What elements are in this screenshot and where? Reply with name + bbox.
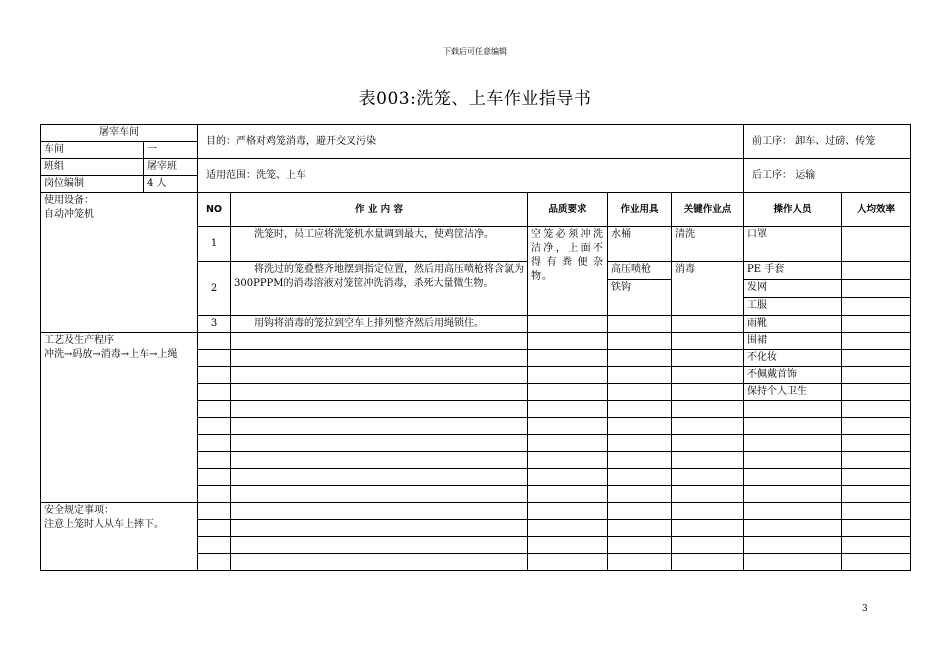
personnel-item: 雨靴 [744,316,842,333]
personnel-item: 口罩 [744,227,842,262]
tool-item: 铁钩 [608,280,672,316]
team-label: 班组 [41,159,144,176]
work-instruction-table [40,124,911,571]
personnel-item: 不佩戴首饰 [744,367,842,384]
col-tools-header: 作业用具 [608,193,672,227]
staffing-value: 4 人 [144,176,198,193]
col-no-header: NO [198,193,231,227]
step-no: 3 [198,316,231,333]
purpose-cell: 目的：严格对鸡笼消毒，避开交叉污染 [198,125,744,159]
personnel-item: 围裙 [744,333,842,350]
col-keypoints-header: 关键作业点 [672,193,744,227]
team-value: 屠宰班 [144,159,198,176]
scope-cell: 适用范围：洗笼、上车 [198,159,744,193]
keypoint-item: 消毒 [672,262,744,316]
equipment-value: 自动冲笼机 [44,209,94,220]
staffing-label: 岗位编制 [41,176,144,193]
col-efficiency-header: 人均效率 [842,193,911,227]
personnel-item: 发网 [744,280,842,298]
process-value: 冲洗→码放→消毒→上车→上绳 [44,349,178,360]
workshop-label: 车间 [41,142,144,159]
personnel-item: 不化妆 [744,350,842,367]
step-content: 洗笼时，员工应将洗笼机水量调到最大，使鸡筐洁净。 [231,227,528,262]
process-cell [41,333,198,503]
tool-item: 水桶 [608,227,672,262]
personnel-item: PE 手套 [744,262,842,280]
next-process-cell: 后工序： 运输 [744,159,911,193]
safety-label: 安全规定事项： [44,505,114,516]
safety-value: 注意上笼时人从车上摔下。 [44,519,164,530]
step-content: 用钩将消毒的笼拉到空车上排列整齐然后用绳锁住。 [231,316,528,333]
step-content: 将洗过的笼叠整齐地摆到指定位置，然后用高压喷枪将含氯为300PPPM的消毒溶液对笼筐冲洗消毒，杀死大量微生物。 [231,262,528,316]
download-notice: 下载后可任意编辑 [443,47,507,56]
equipment-label: 使用设备： [44,195,94,206]
quality-requirement-cell: 空笼必须冲洗洁净，上面不得有粪便杂物。 [528,227,608,316]
safety-cell [41,503,198,571]
personnel-item: 工服 [744,298,842,316]
page-number: 3 [862,604,868,614]
process-label: 工艺及生产程序 [44,335,114,346]
prev-process-cell: 前工序： 卸车、过磅、传笼 [744,125,911,159]
col-quality-header: 品质要求 [528,193,608,227]
keypoint-item: 清洗 [672,227,744,262]
dept-cell: 屠宰车间 [41,125,198,142]
tool-item: 高压喷枪 [608,262,672,280]
workshop-value: 一 [144,142,198,159]
col-content-header: 作 业 内 容 [231,193,528,227]
equipment-cell [41,193,198,333]
personnel-item: 保持个人卫生 [744,384,842,401]
col-personnel-header: 操作人员 [744,193,842,227]
step-no: 2 [198,262,231,316]
document-title: 表003:洗笼、上车作业指导书 [358,89,592,109]
step-no: 1 [198,227,231,262]
